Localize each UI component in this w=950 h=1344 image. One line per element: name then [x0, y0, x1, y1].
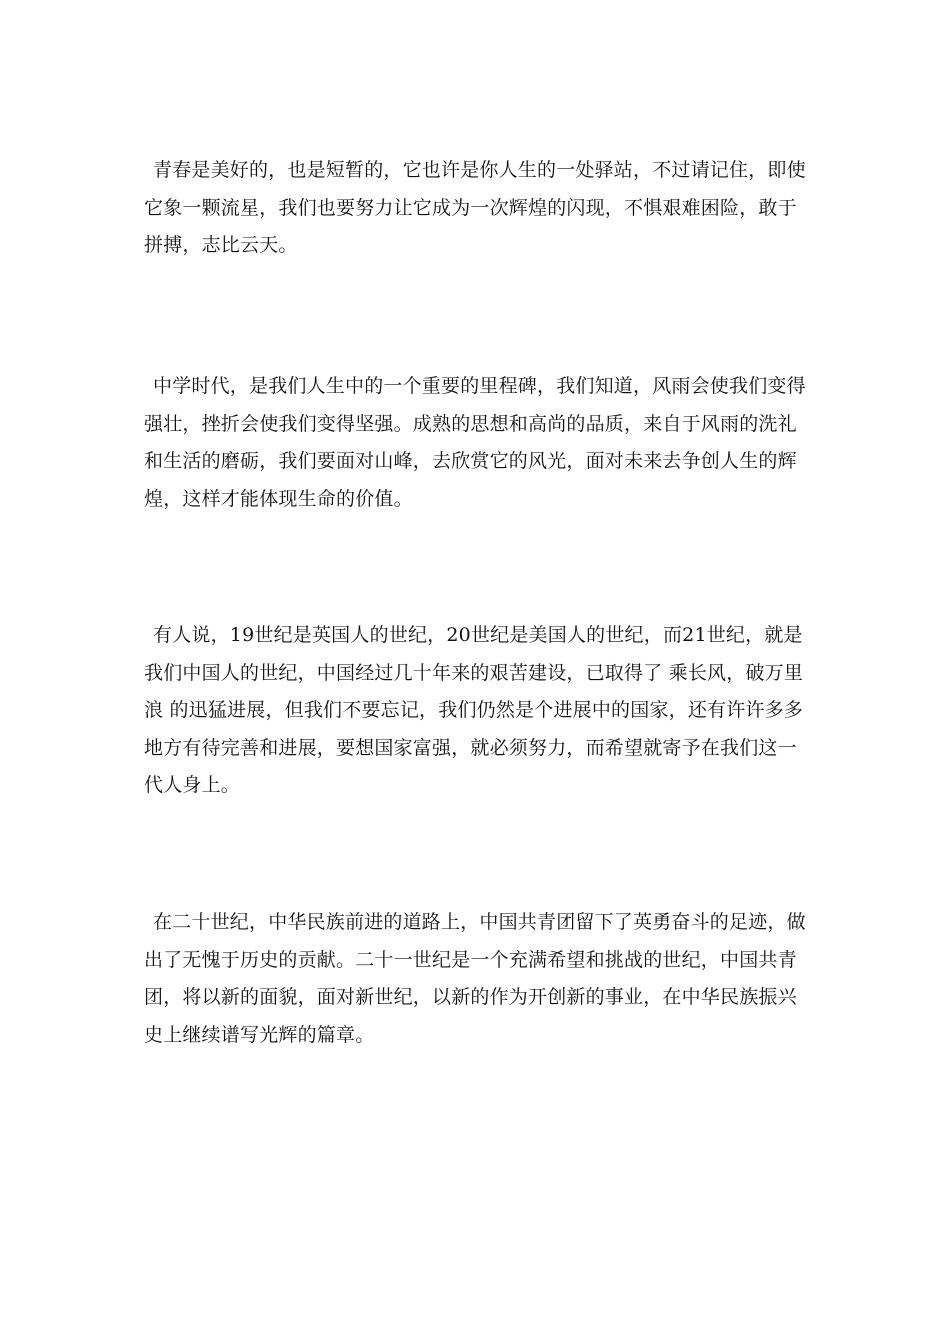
paragraph-middle-school: 中学时代，是我们人生中的一个重要的里程碑，我们知道，风雨会使我们变得强壮，挫折会使我们变得坚强。成熟的思想和高尚的品质，来自于风雨的洗礼和生活的磨砺，我们要面对山峰，去欣赏它的风光，面对未来去争创人生的辉煌，这样才能体现生命的价值。: [144, 375, 806, 510]
paragraph-youth-league: 在二十世纪，中华民族前进的道路上，中国共青团留下了英勇奋斗的足迹，做出了无愧于历史的贡献。二十一世纪是一个充满希望和挑战的世纪，中国共青团，将以新的面貌，面对新世纪，以新的作为开创新的事业，在中华民族振兴史上继续谱写光辉的篇章。: [144, 911, 806, 1046]
paragraph-youth: 青春是美好的，也是短暂的，它也许是你人生的一处驿站，不过请记住，即使它象一颗流星，我们也要努力让它成为一次辉煌的闪现，不惧艰难困险，敢于拼搏，志比云天。: [144, 159, 806, 256]
paragraph-century: 有人说，19世纪是英国人的世纪，20世纪是美国人的世纪，而21世纪，就是我们中国人的世纪，中国经过几十年来的艰苦建设，已取得了 乘长风，破万里浪 的迅猛进展，但我们不要忘记，我们仍然是个进展中的国家，还有许许多多地方有待完善和进展，要想国家富强，就必须努力，而希望就寄予在我们这一代人身上。: [144, 624, 804, 796]
